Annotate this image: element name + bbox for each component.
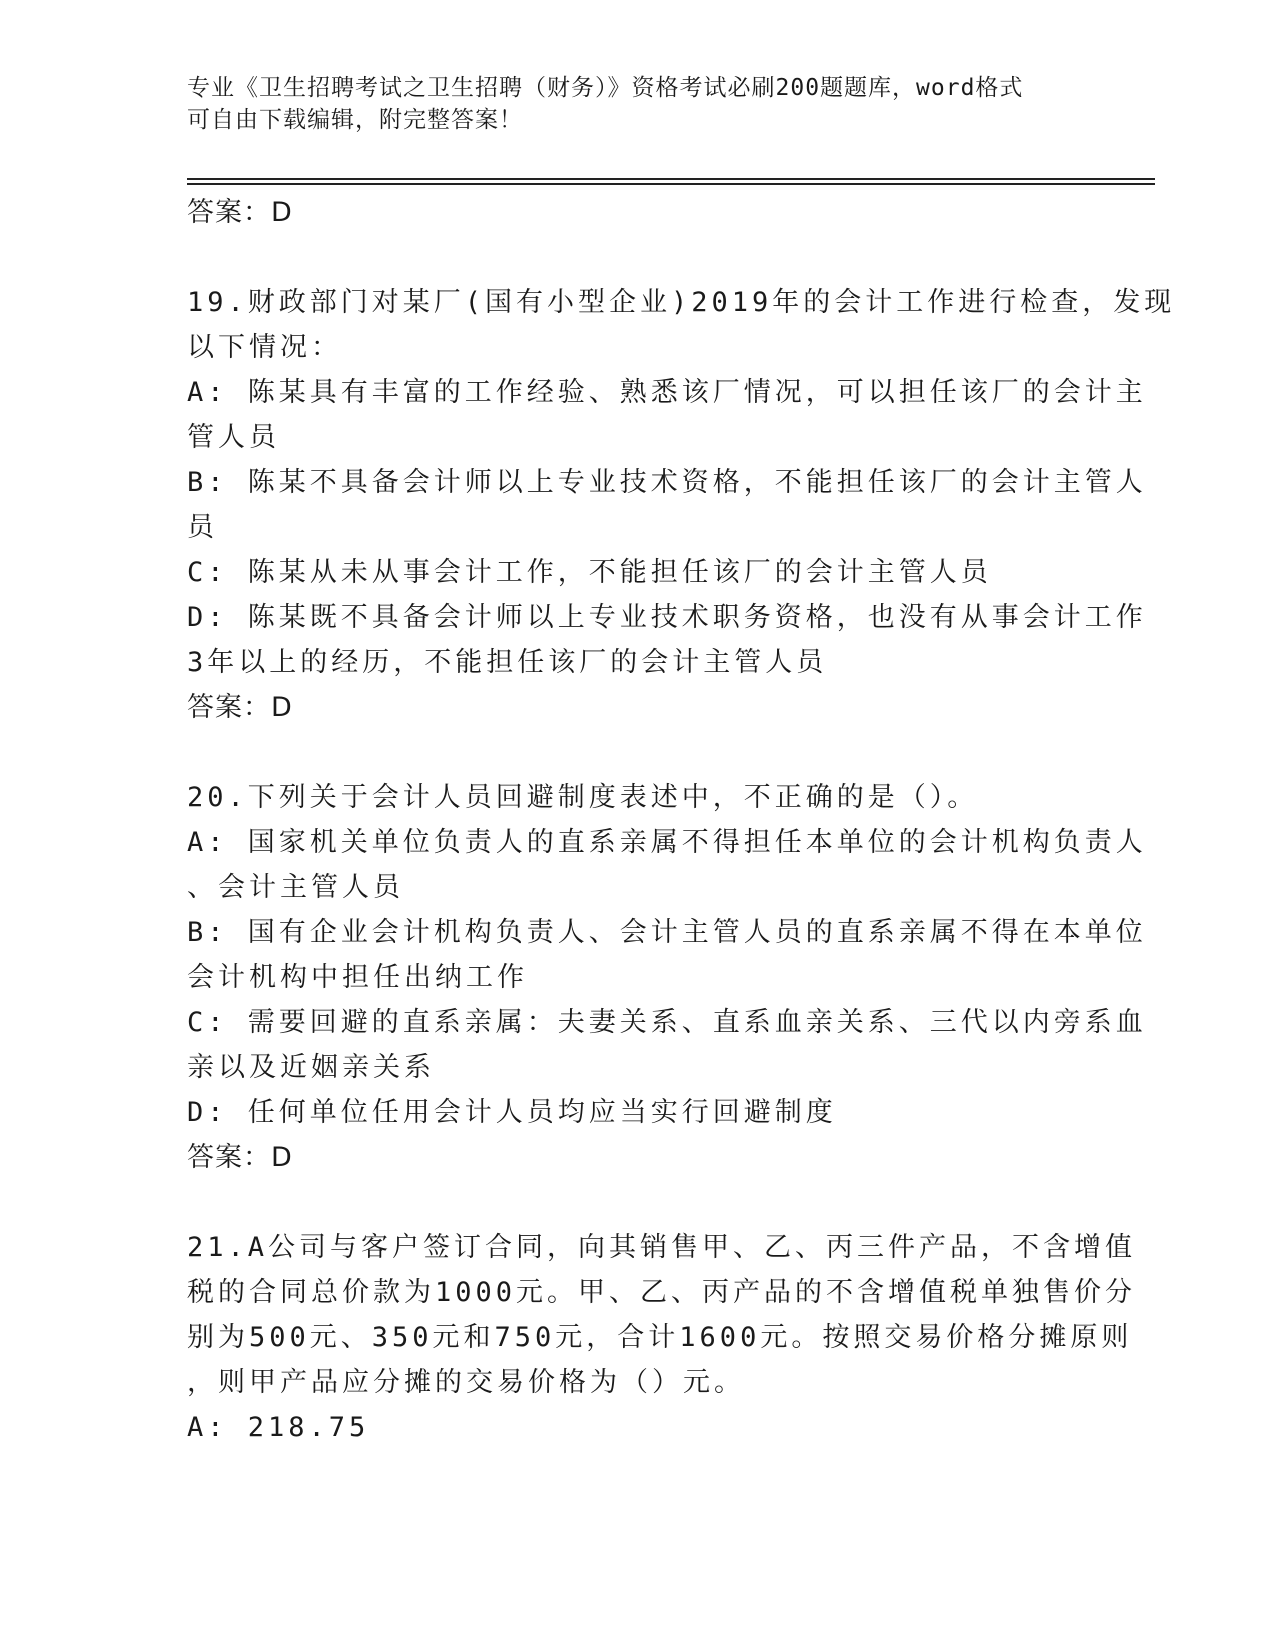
header-line-2: 可自由下载编辑，附完整答案！ (187, 107, 523, 133)
question-21 (187, 1225, 1137, 1450)
option-d: D: 陈某既不具备会计师以上专业技术职务资格，也没有从事会计工作 (187, 602, 1147, 633)
question-content (187, 190, 1176, 1450)
option-a: A: 218.75 (187, 1412, 370, 1443)
option-c-cont: 亲以及近姻亲关系 (187, 1052, 435, 1083)
option-b: B: 陈某不具备会计师以上专业技术资格，不能担任该厂的会计主管人 (187, 467, 1147, 498)
question-stem-line: 20.下列关于会计人员回避制度表述中，不正确的是（）。 (187, 782, 979, 813)
answer-line: 答案：D (187, 692, 293, 723)
option-c: C: 需要回避的直系亲属：夫妻关系、直系血亲关系、三代以内旁系血 (187, 1007, 1147, 1038)
question-stem-line: 税的合同总价款为1000元。甲、乙、丙产品的不含增值税单独售价分 (187, 1277, 1137, 1308)
spacer (187, 1180, 1087, 1225)
header-line-1: 专业《卫生招聘考试之卫生招聘（财务）》资格考试必刷200题题库，word格式 (187, 75, 1024, 101)
option-d-cont: 3年以上的经历，不能担任该厂的会计主管人员 (187, 647, 828, 678)
question-stem-line: 以下情况： (187, 332, 342, 363)
option-a: A: 国家机关单位负责人的直系亲属不得担任本单位的会计机构负责人 (187, 827, 1147, 858)
question-stem-line: ，则甲产品应分摊的交易价格为（）元。 (187, 1367, 745, 1398)
option-b-cont: 会计机构中担任出纳工作 (187, 962, 528, 993)
option-c: C: 陈某从未从事会计工作，不能担任该厂的会计主管人员 (187, 557, 992, 588)
option-b: B: 国有企业会计机构负责人、会计主管人员的直系亲属不得在本单位 (187, 917, 1147, 948)
answer-line: 答案：D (187, 197, 293, 228)
answer-line: 答案：D (187, 1142, 293, 1173)
question-20 (187, 775, 1147, 1180)
question-stem-line: 别为500元、350元和750元，合计1600元。按照交易价格分摊原则 (187, 1322, 1133, 1353)
question-19 (187, 280, 1176, 730)
option-a-cont: 、会计主管人员 (187, 872, 404, 903)
option-a: A: 陈某具有丰富的工作经验、熟悉该厂情况，可以担任该厂的会计主 (187, 377, 1147, 408)
question-stem-line: 21.A公司与客户签订合同，向其销售甲、乙、丙三件产品，不含增值 (187, 1232, 1137, 1263)
header-divider-bottom (187, 183, 1155, 185)
spacer (187, 730, 1087, 775)
header-divider-top (187, 178, 1155, 180)
spacer (187, 235, 1087, 280)
option-a-cont: 管人员 (187, 422, 280, 453)
question-stem-line: 19.财政部门对某厂(国有小型企业)2019年的会计工作进行检查，发现 (187, 287, 1176, 318)
option-d: D: 任何单位任用会计人员均应当实行回避制度 (187, 1097, 837, 1128)
option-b-cont: 员 (187, 512, 218, 543)
document-header (187, 72, 1067, 136)
